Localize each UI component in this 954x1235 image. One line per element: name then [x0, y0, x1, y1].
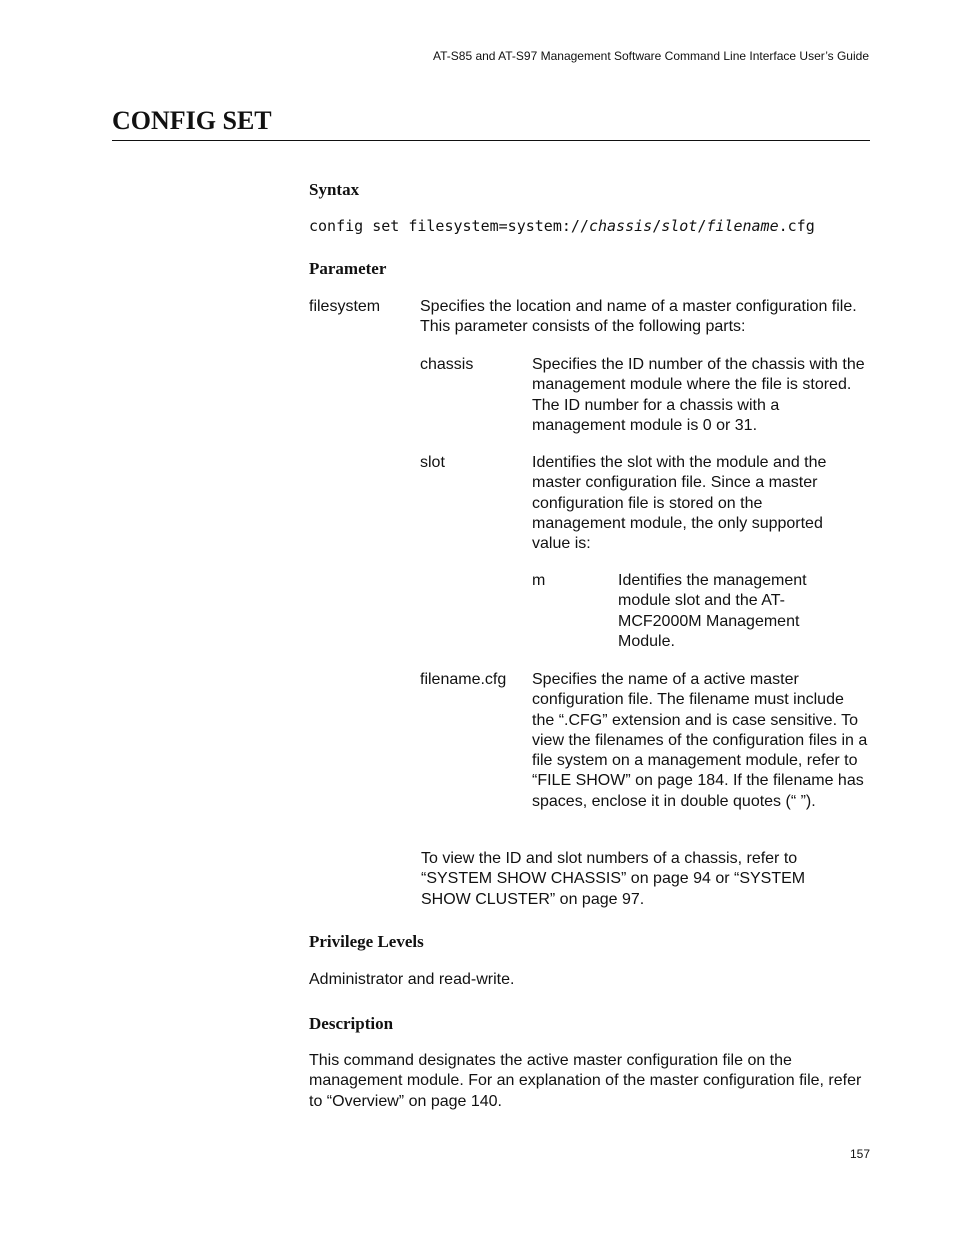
slot-value-description: Identifies the management module slot and the AT-MCF2000M Management Module.: [618, 572, 807, 650]
page-number: 157: [849, 1147, 870, 1161]
syntax-chassis: chassis: [588, 217, 653, 235]
syntax-slot: slot: [661, 217, 698, 235]
syntax-filename: filename: [706, 217, 779, 235]
parameter-note: To view the ID and slot numbers of a chassis, refer to “SYSTEM SHOW CHASSIS” on page 94 or “SYSTEM SHOW CLUSTER” on page 97.: [421, 850, 806, 908]
page-title: CONFIG SET: [112, 106, 272, 135]
description-text: This command designates the active master configuration file on the management module. For an explanation of the master configuration file, refer to “Overview” on page 140.: [309, 1052, 862, 1110]
syntax-prefix: config set filesystem=system://: [309, 217, 589, 235]
privilege-text: Administrator and read-write.: [309, 971, 515, 988]
description-heading: Description: [309, 1014, 394, 1033]
syntax-separator: /: [652, 217, 662, 235]
syntax-heading: Syntax: [309, 180, 360, 199]
part-name-filename: filename.cfg: [420, 671, 507, 688]
parameter-name: filesystem: [309, 298, 381, 315]
parameter-description: Specifies the location and name of a master configuration file. This parameter consists of the following parts:: [420, 298, 857, 336]
part-description-chassis: Specifies the ID number of the chassis with the management module where the file is stored. The ID number for a chassis with a management module is 0 or 31.: [532, 356, 865, 434]
syntax-command: [309, 217, 815, 235]
parameter-heading: Parameter: [309, 259, 387, 278]
syntax-suffix: .cfg: [778, 217, 815, 235]
syntax-separator: /: [697, 217, 707, 235]
running-header: AT-S85 and AT-S97 Management Software Command Line Interface User’s Guide: [432, 49, 869, 63]
part-name-chassis: chassis: [420, 356, 474, 373]
part-description-slot: Identifies the slot with the module and the master configuration file. Since a master configuration file is stored on the management module, the only supported value is:: [532, 454, 827, 553]
part-description-filename: Specifies the name of a active master configuration file. The filename must include the “.CFG” extension and is case sensitive. To view the filenames of the configuration files in a file system on a management module, refer to “FILE SHOW” on page 184. If the filename has spaces, enclose it in double quotes (“ ”).: [532, 671, 868, 810]
privilege-heading: Privilege Levels: [309, 932, 424, 951]
part-name-slot: slot: [420, 454, 445, 471]
title-rule: [112, 140, 870, 141]
slot-value-name: m: [532, 572, 546, 589]
